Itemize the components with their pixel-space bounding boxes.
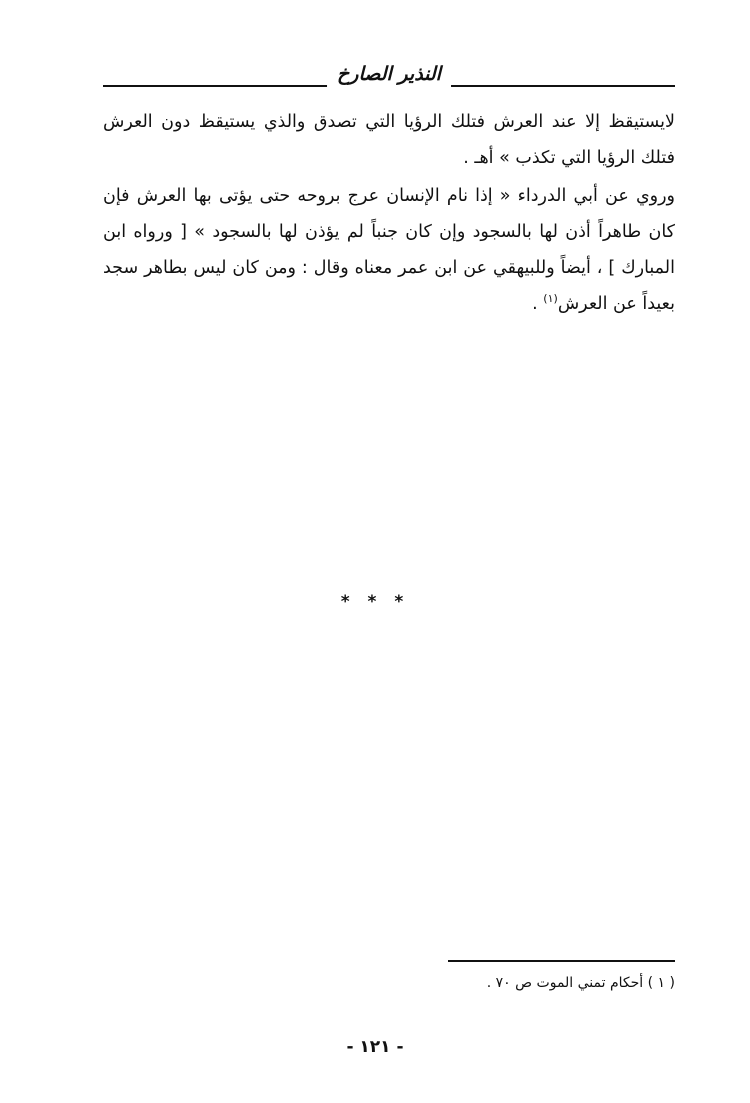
footnote-reference[interactable]: (١) bbox=[543, 292, 558, 306]
header-title: النذير الصارخ bbox=[327, 60, 451, 88]
paragraph-2-text: وروي عن أبي الدرداء « إذا نام الإنسان عرج بروحه حتى يؤتى بها العرش فإن كان طاهراً أذن لها بالسجود وإن كان جنباً لم يؤذن لها بالسجود » [ ورواه ابن المبارك ] ، أيضاً وللبيهقي عن ابن عمر معناه وقال : ومن كان ليس بطاهر سجد بعيداً عن العرش bbox=[103, 186, 675, 314]
paragraph-2-trailing: . bbox=[532, 294, 544, 314]
section-separator: * * * bbox=[340, 592, 410, 612]
paragraph-1-text: لايستيقظ إلا عند العرش فتلك الرؤيا التي تصدق والذي يستيقظ دون العرش فتلك الرؤيا التي تكذب » أهـ . bbox=[103, 112, 675, 168]
footnote-rule bbox=[448, 960, 675, 962]
running-header bbox=[103, 58, 675, 92]
paragraph-1 bbox=[103, 104, 675, 176]
paragraph-2 bbox=[103, 178, 675, 322]
footnote-text: ( ١ ) أحكام تمني الموت ص ٧٠ . bbox=[486, 975, 675, 991]
page-number: - ١٢١ - bbox=[346, 1037, 404, 1057]
paragraph-2-body bbox=[103, 178, 675, 322]
